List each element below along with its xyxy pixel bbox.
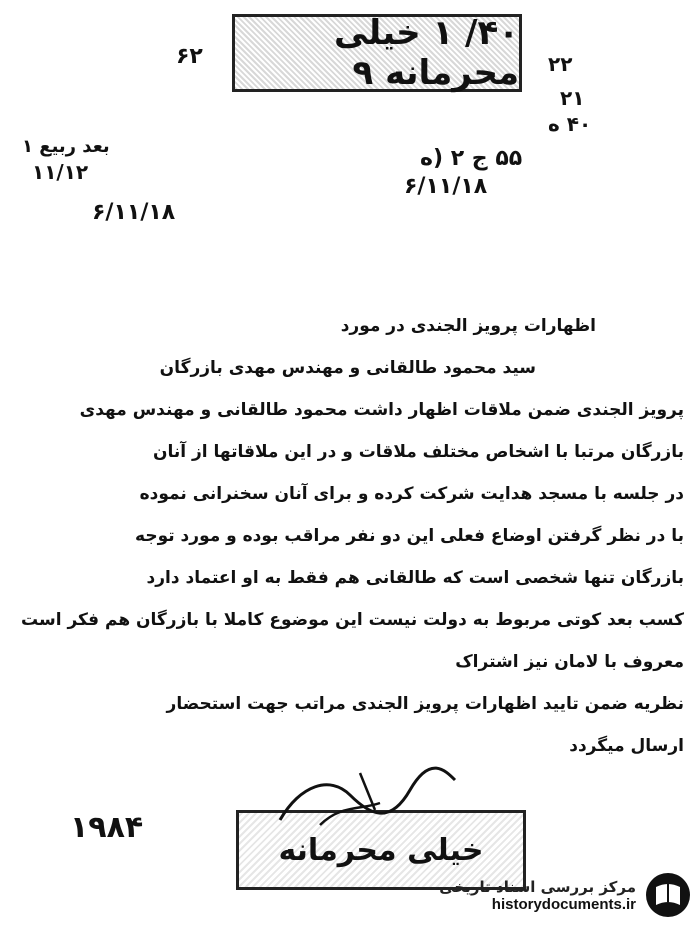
archive-logo-icon [644, 871, 692, 919]
body-line: بازرگان مرتبا با اشخاص مختلف ملاقات و در این ملاقاتها از آنان [152, 441, 684, 462]
body-line: معروف با لامان نیز اشتراک [455, 651, 684, 672]
date-left: ۱۱/۱۲ [32, 160, 89, 184]
body-line: کسب بعد کوتی مربوط به دولت نیست این موضوع کاملا با بازرگان هم فکر است [21, 609, 684, 630]
watermark-url: historydocuments.ir [491, 895, 636, 913]
date-left-lower: ۶/۱۱/۱۸ [92, 200, 176, 225]
body-line: پرویز الجندی ضمن ملاقات اظهار داشت محمود طالقانی و مهندس مهدی [79, 399, 684, 420]
classification-stamp [232, 14, 522, 92]
body-line-1: اظهارات پرویز الجندی در مورد [340, 315, 596, 336]
letter-body [12, 305, 684, 767]
body-line: بازرگان تنها شخصی است که طالقانی هم فقط به او اعتماد دارد [146, 567, 684, 588]
watermark-title: مرکز بررسی اسناد تاریخی [439, 877, 636, 896]
subject-line [12, 305, 684, 347]
document-number: ۶۲ [176, 44, 203, 69]
body-line: در جلسه با مسجد هدایت شرکت کرده و برای آنان سخنرانی نموده [139, 483, 684, 504]
code-line-3: ۴۰ ه [548, 112, 592, 136]
classification-stamp-text: ۴۰/ ۱ خیلی محرمانه ۹ [333, 13, 519, 93]
body-line: ارسال میگردد [569, 735, 684, 756]
subject-line-2 [12, 347, 684, 389]
archive-watermark [430, 868, 692, 922]
footer-stamp-text: خیلی محرمانه [278, 832, 484, 868]
code-line-2: ۲۱ [560, 86, 585, 110]
reference-date: ۶/۱۱/۱۸ [404, 174, 488, 199]
footer-number: ۱۹۸۴ [70, 810, 144, 845]
date-label: بعد ربیع ۱ [22, 136, 110, 157]
reference-code: ۵۵ ج ۲ (ه [420, 146, 523, 171]
handwritten-signature [260, 765, 460, 835]
body-line-2: سید محمود طالقانی و مهندس مهدی بازرگان [159, 357, 536, 378]
code-line-1: ۲۲ [548, 52, 573, 76]
body-line: نظریه ضمن تایید اظهارات پرویز الجندی مراتب جهت استحضار [166, 693, 684, 714]
body-line: با در نظر گرفتن اوضاع فعلی این دو نفر مراقب بوده و مورد توجه [135, 525, 684, 546]
